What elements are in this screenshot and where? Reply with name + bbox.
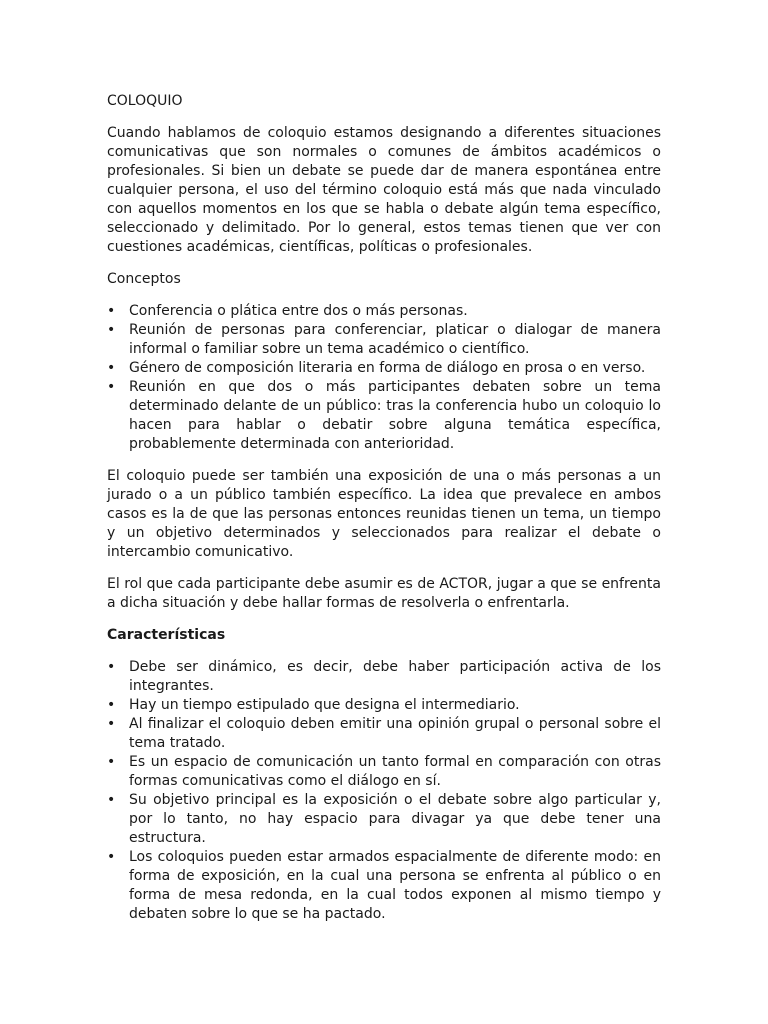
list-item [107,753,661,791]
bullet-icon: • [107,360,116,376]
second-paragraph: El coloquio puede ser también una exposición de una o más personas a un jurado o a un público también específico. La idea que prevalece en ambos casos es la de que las personas entonces reunidas tienen un tema, un tiempo y un objetivo determinados y seleccionados para realizar el debate o intercambio comunicativo. [107,468,661,560]
list-item [107,715,661,753]
concepts-label: Conceptos [107,271,181,287]
features-heading: Características [107,627,226,643]
list-item [107,696,661,715]
bullet-icon: • [107,849,116,865]
intro-paragraph: Cuando hablamos de coloquio estamos designando a diferentes situaciones comunicativas que son normales o comunes de ámbitos académicos o profesionales. Si bien un debate se puede dar de manera espontánea entre cualquier persona, el uso del término coloquio está más que nada vinculado con aquellos momentos en los que se habla o debate algún tema específico, seleccionado y delimitado. Por lo general, estos temas tienen que ver con cuestiones académicas, científicas, políticas o profesionales. [107,125,661,255]
bullet-icon: • [107,754,116,770]
list-item [107,321,661,359]
bullet-icon: • [107,792,116,808]
concepts-list [107,302,661,454]
list-item-text: Su objetivo principal es la exposición o el debate sobre algo particular y, por lo tanto, no hay espacio para divagar ya que debe tener una estructura. [129,792,661,846]
list-item [107,359,661,378]
list-item [107,791,661,848]
bullet-icon: • [107,379,116,395]
list-item-text: Al finalizar el coloquio deben emitir una opinión grupal o personal sobre el tema tratado. [129,716,661,751]
list-item-text: Es un espacio de comunicación un tanto formal en comparación con otras formas comunicativas como el diálogo en sí. [129,754,661,789]
list-item [107,302,661,321]
list-item-text: Reunión de personas para conferenciar, platicar o dialogar de manera informal o familiar sobre un tema académico o científico. [129,322,661,357]
list-item-text: Hay un tiempo estipulado que designa el intermediario. [129,697,520,713]
bullet-icon: • [107,322,116,338]
list-item-text: Los coloquios pueden estar armados espacialmente de diferente modo: en forma de exposición, en la cual una persona se enfrenta al público o en forma de mesa redonda, en la cual todos exponen al mismo tiempo y debaten sobre lo que se ha pactado. [129,849,661,922]
list-item [107,658,661,696]
bullet-icon: • [107,659,116,675]
document-title: COLOQUIO [107,93,183,109]
bullet-icon: • [107,303,116,319]
list-item-text: Conferencia o plática entre dos o más personas. [129,303,468,319]
list-item [107,378,661,454]
list-item-text: Debe ser dinámico, es decir, debe haber participación activa de los integrantes. [129,659,661,694]
third-paragraph: El rol que cada participante debe asumir es de ACTOR, jugar a que se enfrenta a dicha situación y debe hallar formas de resolverla o enfrentarla. [107,576,661,611]
bullet-icon: • [107,697,116,713]
list-item-text: Reunión en que dos o más participantes debaten sobre un tema determinado delante de un público: tras la conferencia hubo un coloquio lo hacen para hablar o debatir sobre alguna temática específica, probablemente determinada con anterioridad. [129,379,661,452]
list-item-text: Género de composición literaria en forma de diálogo en prosa o en verso. [129,360,646,376]
features-list [107,658,661,924]
list-item [107,848,661,924]
bullet-icon: • [107,716,116,732]
